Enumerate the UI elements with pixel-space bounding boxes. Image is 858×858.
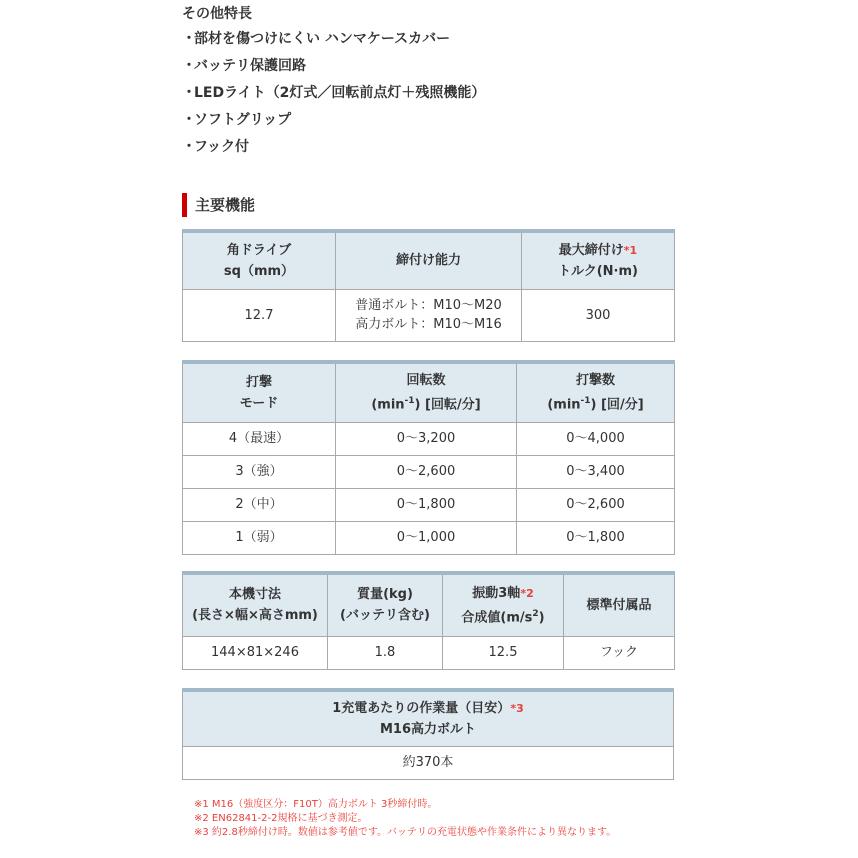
cell-rpm: 0～3,200 xyxy=(336,422,517,455)
footnote-mark: *2 xyxy=(520,586,534,600)
header-dimensions: 本機寸法 (長さ×幅×高さmm) xyxy=(183,573,328,636)
cell-mode: 4（最速） xyxy=(183,422,336,455)
cell-ipm: 0～2,600 xyxy=(517,488,675,521)
spec-table-torque xyxy=(182,229,675,342)
table-header-row xyxy=(183,573,675,636)
cell-torque: 300 xyxy=(522,289,675,341)
header-weight: 質量(kg) (バッテリ含む) xyxy=(328,573,443,636)
cell-rpm: 0～2,600 xyxy=(336,455,517,488)
feature-text: バッテリ保護回路 xyxy=(194,58,306,74)
feature-item xyxy=(182,110,485,137)
header-workload: 1充電あたりの作業量（目安）$^{*3}$ M16高力ボルト xyxy=(183,690,674,746)
feature-item xyxy=(182,137,485,164)
bullet: ・ xyxy=(182,112,196,128)
cell-ipm: 0～1,800 xyxy=(517,521,675,554)
table-row xyxy=(183,521,675,554)
cell-rpm: 0～1,800 xyxy=(336,488,517,521)
footnote-mark: *1 xyxy=(623,243,638,257)
table-row xyxy=(183,488,675,521)
main-spec-heading: 主要機能 xyxy=(182,193,255,217)
bullet: ・ xyxy=(182,139,196,155)
feature-text: フック付 xyxy=(194,139,250,155)
feature-item xyxy=(182,56,485,83)
cell-capacity: 普通ボルト：M10～M20 高力ボルト：M10～M16 xyxy=(336,289,522,341)
footnote: ※1 M16（強度区分：F10T）高力ボルト 3秒締付時。 xyxy=(194,799,438,810)
header-accessory: 標準付属品 xyxy=(564,573,675,636)
spec-table-workload xyxy=(182,688,674,780)
features-title: その他特長 xyxy=(182,6,252,22)
bullet: ・ xyxy=(182,58,196,74)
header-mode: 打撃 モード xyxy=(183,362,336,422)
cell-mode: 3（強） xyxy=(183,455,336,488)
table-row xyxy=(183,422,675,455)
footnotes xyxy=(194,798,616,840)
cell-drive: 12.7 xyxy=(183,289,336,341)
table-header-row xyxy=(183,690,674,746)
table-row xyxy=(183,289,675,341)
cell-ipm: 0～4,000 xyxy=(517,422,675,455)
footnote-mark: *3 xyxy=(510,701,524,715)
cell-accessory: フック xyxy=(564,636,675,669)
table-header-row xyxy=(183,362,675,422)
feature-item xyxy=(182,83,485,110)
feature-text: 部材を傷つけにくい ハンマケースカバー xyxy=(194,31,451,47)
cell-dimensions: 144×81×246 xyxy=(183,636,328,669)
bullet: ・ xyxy=(182,85,196,101)
header-vibration: 振動3軸$^{*2}$ 合成値$(m/s^2)$ xyxy=(443,573,564,636)
bullet: ・ xyxy=(182,31,196,47)
feature-text: LEDライト（2灯式／回転前点灯＋残照機能） xyxy=(194,85,486,101)
spec-table-speed xyxy=(182,360,675,555)
feature-text: ソフトグリップ xyxy=(194,112,292,128)
cell-ipm: 0～3,400 xyxy=(517,455,675,488)
feature-list xyxy=(182,29,485,164)
cell-mode: 2（中） xyxy=(183,488,336,521)
cell-weight: 1.8 xyxy=(328,636,443,669)
header-torque: 最大締付け$^{*1}$ トルク(N·m) xyxy=(522,231,675,289)
header-ipm: 打撃数 $(\min^{-1})$ [回/分] xyxy=(517,362,675,422)
header-capacity: 締付け能力 xyxy=(336,231,522,289)
table-row xyxy=(183,455,675,488)
cell-mode: 1（弱） xyxy=(183,521,336,554)
table-row xyxy=(183,636,675,669)
feature-item xyxy=(182,29,485,56)
table-header-row xyxy=(183,231,675,289)
cell-vibration: 12.5 xyxy=(443,636,564,669)
cell-rpm: 0～1,000 xyxy=(336,521,517,554)
footnote: ※2 EN62841-2-2規格に基づき測定。 xyxy=(194,813,368,824)
spec-table-dimensions xyxy=(182,571,675,670)
header-rpm: 回転数 $(\min^{-1})$ [回転/分] xyxy=(336,362,517,422)
cell-workload: 約370本 xyxy=(183,746,674,779)
header-drive: 角ドライブ sq（mm） xyxy=(183,231,336,289)
footnote: ※3 約2.8秒締付け時。数値は参考値です。バッテリの充電状態や作業条件により異なります。 xyxy=(194,827,617,838)
table-row xyxy=(183,746,674,779)
